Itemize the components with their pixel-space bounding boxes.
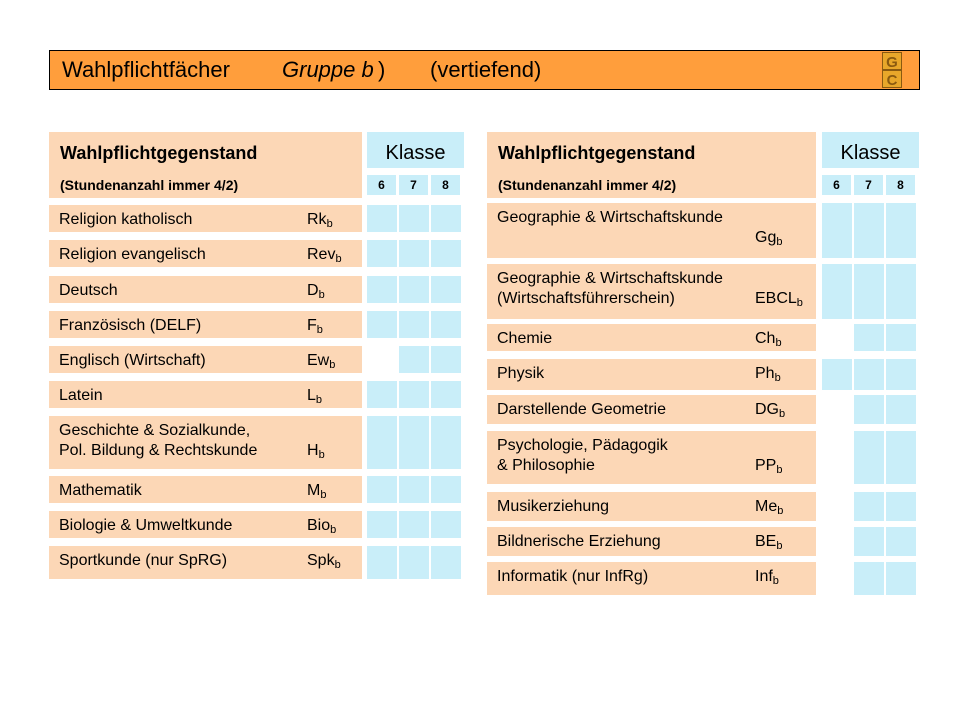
abbreviation-subscript: b (776, 464, 783, 476)
abbreviation-text: EBCL (755, 290, 797, 307)
grade-cell-available (367, 381, 397, 408)
grade-cell-available (431, 511, 461, 538)
grade-label-8: 8 (886, 175, 915, 195)
abbreviation-text: Ew (307, 352, 330, 369)
subject-row (487, 562, 816, 595)
abbreviation-text: Rev (307, 246, 336, 263)
abbreviation-subscript: b (316, 324, 323, 336)
grade-cell-available (399, 276, 429, 303)
subject-name: Physik (497, 365, 545, 382)
abbreviation-text: L (307, 387, 316, 404)
abbreviation-subscript: b (335, 253, 342, 265)
grade-cell-empty (822, 492, 852, 521)
subject-name: Latein (59, 387, 103, 404)
abbreviation-text: D (307, 282, 319, 299)
abbreviation-text: H (307, 442, 319, 459)
klasse-heading (822, 132, 919, 168)
panel-heading (487, 132, 816, 198)
abbreviation-text: Rk (307, 211, 327, 228)
grade-cell-available (886, 203, 916, 258)
grade-cell-available (399, 476, 429, 503)
subject-row (487, 527, 816, 556)
grade-cell-available (431, 416, 461, 469)
grade-cell-available (886, 492, 916, 521)
svg-text:C: C (886, 72, 898, 88)
grade-cell-available (854, 264, 884, 319)
klasse-label: Klasse (385, 142, 446, 164)
abbreviation-text: DG (755, 401, 779, 418)
grade-header-row (367, 175, 460, 195)
subject-abbreviation (755, 329, 782, 353)
abbreviation-subscript: b (330, 524, 337, 536)
grade-cell-available (854, 359, 884, 390)
grade-cell-available (886, 264, 916, 319)
grade-cell-available (399, 416, 429, 469)
subject-name: Darstellende Geometrie (497, 401, 666, 418)
grade-header-row (822, 175, 915, 195)
grade-cell-available (399, 546, 429, 579)
grade-cell-available (399, 346, 429, 373)
grade-cell-available (886, 359, 916, 390)
grade-cell-available (399, 240, 429, 267)
panel-heading (49, 132, 362, 198)
subject-abbreviation (755, 456, 782, 480)
abbreviation-subscript: b (315, 394, 323, 406)
grade-cell-available (367, 311, 397, 338)
grade-label-6: 6 (822, 175, 851, 195)
grade-label-6: 6 (367, 175, 396, 195)
abbreviation-text: Inf (755, 568, 773, 585)
grade-cell-available (367, 276, 397, 303)
abbreviation-subscript: b (318, 449, 325, 461)
subject-row (49, 205, 362, 232)
grade-cell-available (854, 492, 884, 521)
grade-cell-available (854, 431, 884, 484)
grade-cell-available (367, 416, 397, 469)
grade-cell-available (822, 359, 852, 390)
subject-name: Religion evangelisch (59, 246, 206, 263)
grade-cell-available (822, 203, 852, 258)
grade-cell-available (431, 311, 461, 338)
title-main: Wahlpflichtfächer (62, 57, 230, 82)
subject-abbreviation (307, 316, 323, 340)
klasse-label: Klasse (840, 142, 901, 164)
gc-logo-icon (882, 52, 902, 88)
abbreviation-text: Me (755, 498, 778, 515)
grade-label-7: 7 (399, 175, 428, 195)
subject-row (49, 311, 362, 338)
grade-cell-available (367, 240, 397, 267)
abbreviation-subscript: b (779, 408, 786, 420)
heading-label: Wahlpflichtgegenstand (60, 143, 258, 163)
subject-abbreviation (755, 228, 782, 252)
subject-name: Chemie (497, 330, 553, 347)
grade-cell-available (886, 324, 916, 351)
subject-name: Sportkunde (nur SpRG) (59, 552, 228, 569)
grade-cell-available (399, 381, 429, 408)
abbreviation-subscript: b (796, 297, 803, 309)
grade-cell-available (367, 476, 397, 503)
grade-cell-available (886, 527, 916, 556)
abbreviation-subscript: b (775, 337, 782, 349)
grade-cell-available (431, 476, 461, 503)
abbreviation-subscript: b (334, 559, 341, 571)
subject-row (49, 416, 362, 469)
grade-cell-available (399, 311, 429, 338)
subject-row (487, 324, 816, 351)
grade-cell-available (367, 511, 397, 538)
grade-cell-available (367, 205, 397, 232)
grade-cell-empty (822, 324, 852, 351)
abbreviation-subscript: b (326, 218, 333, 230)
grade-cell-available (431, 240, 461, 267)
grade-cell-available (886, 562, 916, 595)
abbreviation-text: Bio (307, 517, 331, 534)
grade-cell-available (886, 395, 916, 424)
grade-cell-empty (367, 346, 397, 373)
subject-row (487, 359, 816, 390)
subject-name: Geschichte & Sozialkunde, Pol. Bildung & Rechtskunde (59, 422, 258, 459)
subject-abbreviation (307, 351, 335, 375)
subject-abbreviation (307, 281, 325, 305)
subject-abbreviation (307, 210, 333, 234)
subject-abbreviation (755, 532, 782, 556)
grade-cell-available (854, 562, 884, 595)
grade-cell-available (822, 264, 852, 319)
subject-abbreviation (307, 441, 325, 465)
subject-name: Bildnerische Erziehung (497, 533, 661, 550)
grade-cell-available (367, 546, 397, 579)
subject-name: Französisch (DELF) (59, 317, 202, 334)
title-extra: (vertiefend) (430, 57, 542, 82)
abbreviation-text: Ph (755, 365, 775, 382)
abbreviation-text: PP (755, 457, 777, 474)
abbreviation-text: Ch (755, 330, 776, 347)
svg-text:G: G (886, 54, 898, 71)
title-paren: ) (378, 57, 386, 82)
abbreviation-text: M (307, 482, 321, 499)
grade-cell-available (431, 546, 461, 579)
subject-row (487, 492, 816, 521)
abbreviation-subscript: b (318, 289, 325, 301)
grade-label-7: 7 (854, 175, 883, 195)
subject-row (49, 546, 362, 579)
grade-cell-available (431, 276, 461, 303)
subject-name: Informatik (nur InfRg) (497, 568, 649, 585)
subject-row (49, 476, 362, 503)
abbreviation-subscript: b (774, 372, 781, 384)
klasse-heading (367, 132, 464, 168)
abbreviation-subscript: b (777, 505, 784, 517)
abbreviation-text: F (307, 317, 317, 334)
grade-cell-empty (822, 527, 852, 556)
grade-cell-empty (822, 395, 852, 424)
subject-abbreviation (307, 516, 336, 540)
subject-abbreviation (755, 497, 783, 521)
grade-cell-available (399, 511, 429, 538)
grade-cell-available (886, 431, 916, 484)
subject-row (487, 395, 816, 424)
subject-row (487, 431, 816, 484)
abbreviation-subscript: b (320, 489, 327, 501)
subject-name: Musikerziehung (497, 498, 610, 515)
grade-cell-available (399, 205, 429, 232)
subheading-label: (Stundenanzahl immer 4/2) (60, 177, 239, 193)
grade-cell-empty (822, 431, 852, 484)
subject-abbreviation (755, 364, 781, 388)
grade-label-8: 8 (431, 175, 460, 195)
subject-row (49, 240, 362, 267)
grade-cell-available (431, 346, 461, 373)
subject-name: Geographie & Wirtschaftskunde (Wirtschaftsführerschein) (497, 270, 723, 307)
grade-cell-available (854, 395, 884, 424)
subject-row (49, 276, 362, 303)
grade-cell-available (854, 203, 884, 258)
subject-name: Religion katholisch (59, 211, 193, 228)
subject-name: Mathematik (59, 482, 142, 499)
subject-abbreviation (307, 245, 342, 269)
subject-row (487, 264, 816, 319)
subject-abbreviation (307, 551, 341, 575)
subject-name: Geographie & Wirtschaftskunde (497, 209, 723, 226)
abbreviation-text: Gg (755, 229, 777, 246)
subject-abbreviation (755, 400, 785, 424)
grade-cell-available (431, 205, 461, 232)
grade-cell-available (854, 324, 884, 351)
subject-name: Englisch (Wirtschaft) (59, 352, 206, 369)
subheading-label: (Stundenanzahl immer 4/2) (498, 177, 677, 193)
abbreviation-subscript: b (772, 575, 779, 587)
subject-abbreviation (307, 386, 322, 410)
title-bar (49, 50, 920, 90)
abbreviation-subscript: b (776, 236, 783, 248)
grade-cell-available (854, 527, 884, 556)
subject-name: Biologie & Umweltkunde (59, 517, 233, 534)
subject-row (49, 381, 362, 408)
abbreviation-text: BE (755, 533, 777, 550)
subject-name: Deutsch (59, 282, 118, 299)
subject-row (487, 203, 816, 258)
heading-label: Wahlpflichtgegenstand (498, 143, 696, 163)
subject-abbreviation (755, 289, 803, 313)
subject-abbreviation (307, 481, 326, 505)
title-group: Gruppe b (282, 57, 374, 82)
abbreviation-subscript: b (329, 359, 336, 371)
subject-row (49, 511, 362, 538)
abbreviation-subscript: b (776, 540, 783, 552)
subject-abbreviation (755, 567, 779, 591)
grade-cell-empty (822, 562, 852, 595)
grade-cell-available (431, 381, 461, 408)
subject-name: Psychologie, Pädagogik & Philosophie (497, 437, 668, 474)
abbreviation-text: Spk (307, 552, 335, 569)
subject-row (49, 346, 362, 373)
